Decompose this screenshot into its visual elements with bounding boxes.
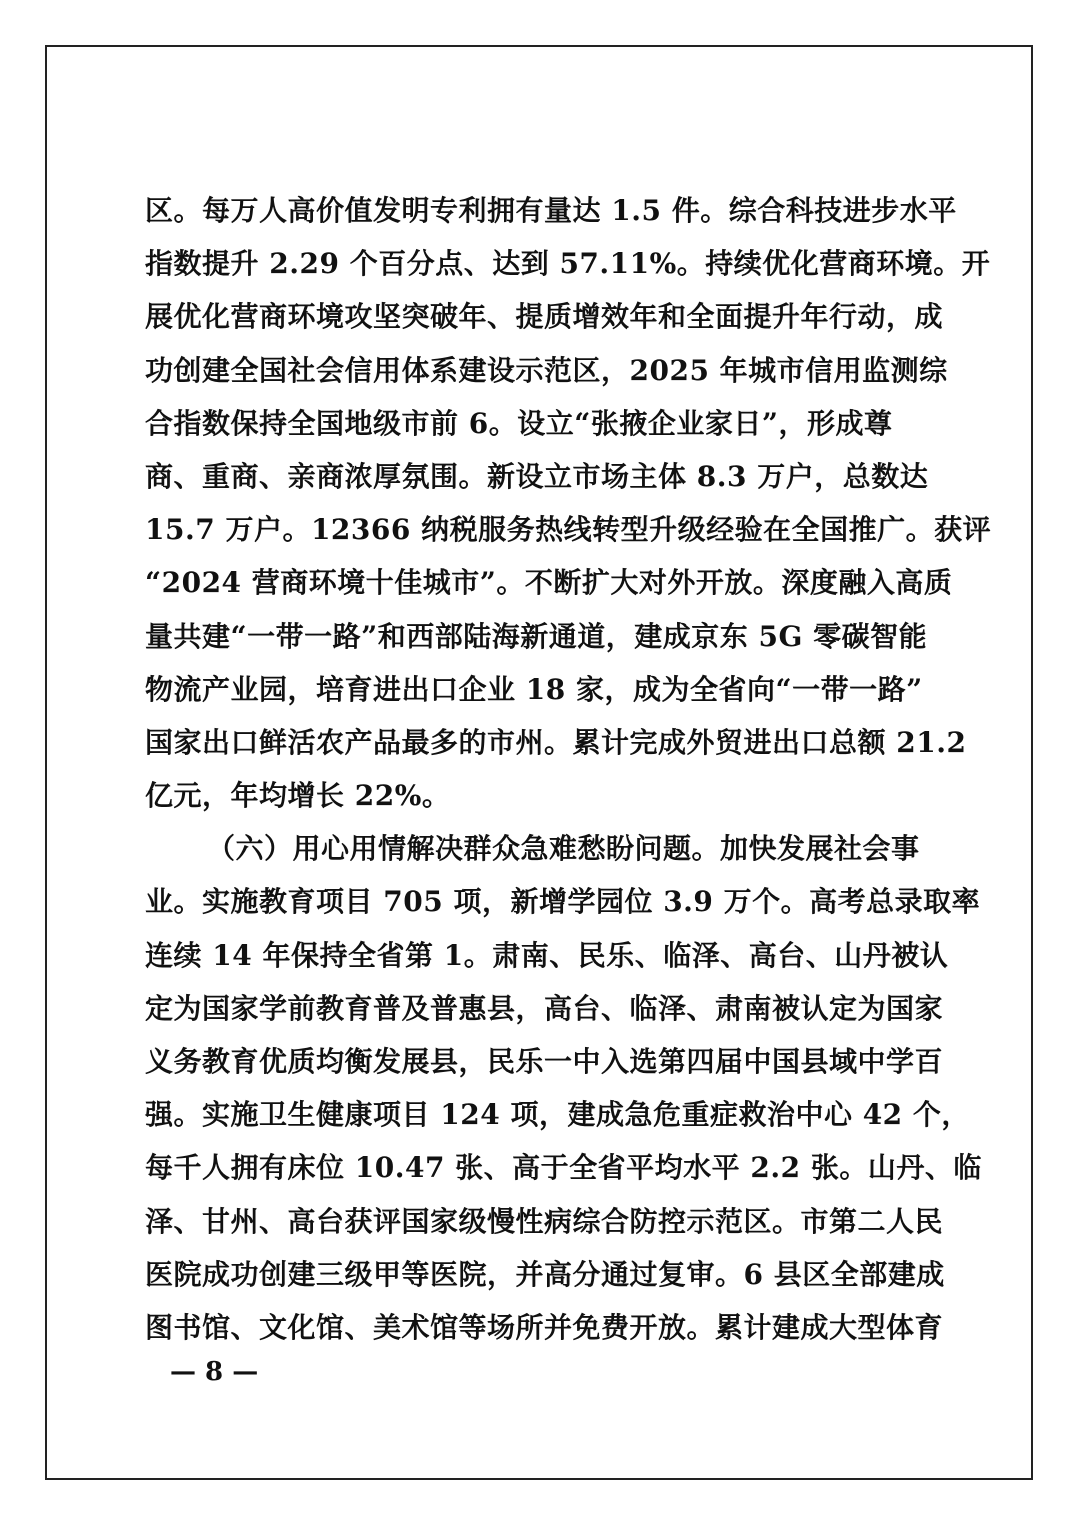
text-line: 量共建“一带一路”和西部陆海新通道，建成京东 5G 零碳智能 bbox=[145, 619, 928, 653]
text-line: 15.7 万户。12366 纳税服务热线转型升级经验在全国推广。获评 bbox=[145, 513, 992, 547]
page-number: — 8 — bbox=[170, 1357, 259, 1387]
text-line: 业。实施教育项目 705 项，新增学园位 3.9 万个。高考总录取率 bbox=[145, 885, 981, 919]
text-line: 医院成功创建三级甲等医院，并高分通过复审。6 县区全部建成 bbox=[145, 1257, 945, 1291]
text-line: 指数提升 2.29 个百分点、达到 57.11%。持续优化营商环境。开 bbox=[145, 247, 991, 281]
text-line: 强。实施卫生健康项目 124 项，建成急危重症救治中心 42 个， bbox=[145, 1098, 970, 1132]
text-line: “2024 营商环境十佳城市”。不断扩大对外开放。深度融入高质 bbox=[145, 566, 953, 600]
text-line: 义务教育优质均衡发展县，民乐一中入选第四届中国县域中学百 bbox=[145, 1045, 944, 1078]
text-line: 定为国家学前教育普及普惠县，高台、临泽、肃南被认定为国家 bbox=[145, 991, 944, 1025]
text-line: 功创建全国社会信用体系建设示范区，2025 年城市信用监测综 bbox=[145, 353, 948, 387]
text-line: 国家出口鲜活农产品最多的市州。累计完成外贸进出口总额 21.2 bbox=[145, 725, 967, 759]
body-text bbox=[145, 184, 992, 1354]
section-heading-line: （六）用心用情解决群众急难愁盼问题。加快发展社会事 bbox=[207, 832, 920, 866]
text-line: 物流产业园，培育进出口企业 18 家，成为全省向“一带一路” bbox=[145, 672, 923, 706]
text-line: 每千人拥有床位 10.47 张、高于全省平均水平 2.2 张。山丹、临 bbox=[145, 1151, 982, 1185]
text-line: 合指数保持全国地级市前 6。设立“张掖企业家日”，形成尊 bbox=[145, 406, 893, 440]
text-line: 区。每万人高价值发明专利拥有量达 1.5 件。综合科技进步水平 bbox=[145, 194, 957, 227]
text-line: 泽、甘州、高台获评国家级慢性病综合防控示范区。市第二人民 bbox=[145, 1204, 944, 1238]
text-line: 图书馆、文化馆、美术馆等场所并免费开放。累计建成大型体育 bbox=[145, 1310, 944, 1344]
text-line: 连续 14 年保持全省第 1。肃南、民乐、临泽、高台、山丹被认 bbox=[145, 938, 949, 972]
text-line: 亿元，年均增长 22%。 bbox=[145, 779, 451, 813]
text-line: 展优化营商环境攻坚突破年、提质增效年和全面提升年行动，成 bbox=[145, 300, 944, 334]
text-line: 商、重商、亲商浓厚氛围。新设立市场主体 8.3 万户，总数达 bbox=[145, 459, 929, 493]
